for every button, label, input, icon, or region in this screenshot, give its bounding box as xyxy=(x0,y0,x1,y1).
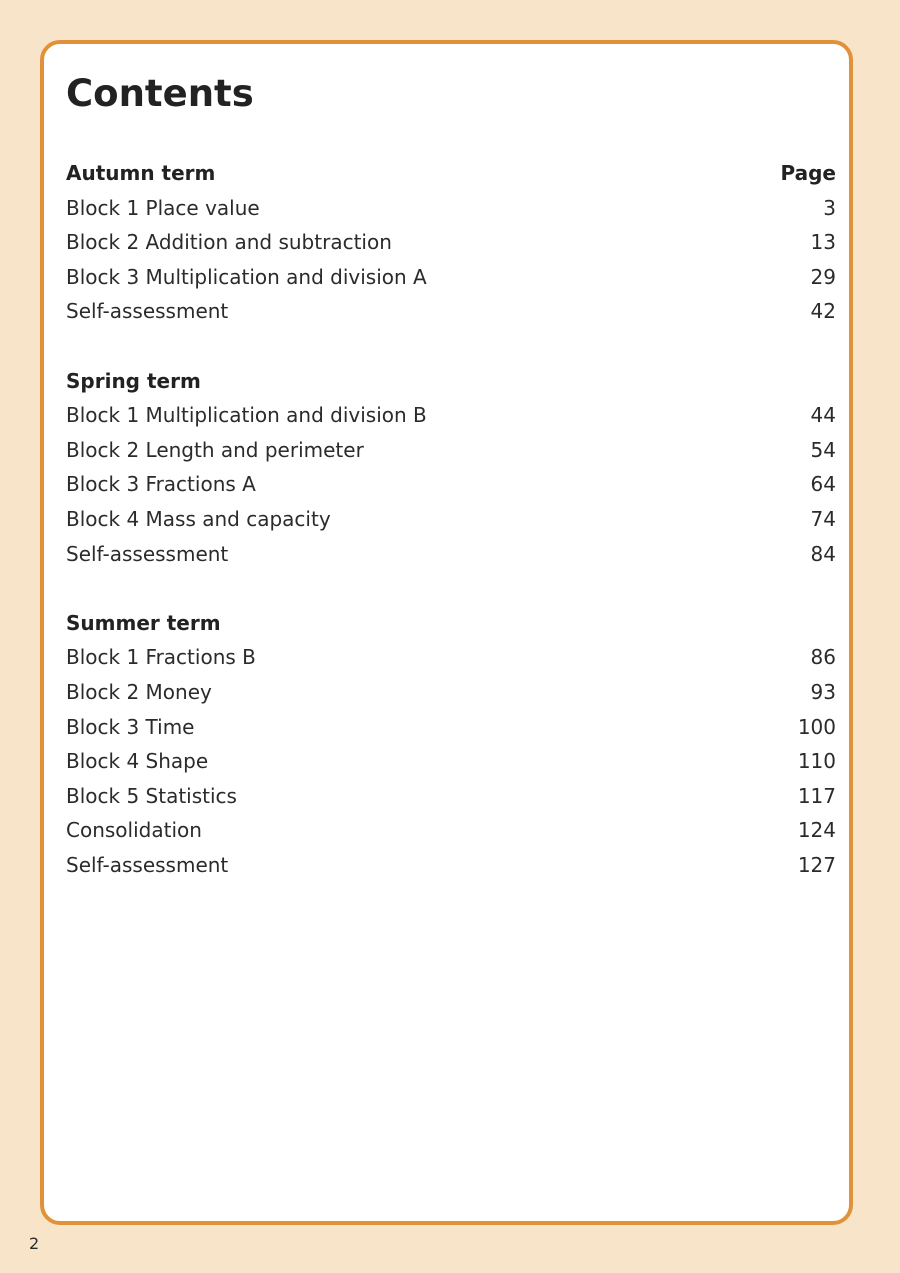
toc-entry-label: Self-assessment xyxy=(66,541,229,566)
toc-entry-page: 117 xyxy=(797,783,836,808)
section-heading: Summer term xyxy=(66,610,221,635)
toc-entry-page: 29 xyxy=(810,264,836,289)
toc-entry-label: Block 2 Addition and subtraction xyxy=(66,230,392,255)
toc-entry-label: Block 2 Length and perimeter xyxy=(66,437,364,462)
toc-entry[interactable] xyxy=(66,398,836,433)
toc-entry-page: 127 xyxy=(797,852,836,877)
page-title: Contents xyxy=(66,72,254,115)
toc-entry-label: Block 2 Money xyxy=(66,679,212,704)
section-heading-row xyxy=(66,364,836,399)
toc-entry[interactable] xyxy=(66,294,836,329)
contents-card xyxy=(40,40,853,1225)
toc-entry-page: 13 xyxy=(810,230,836,255)
toc-section-summer xyxy=(66,606,836,883)
toc-entry[interactable] xyxy=(66,191,836,226)
section-heading: Autumn term xyxy=(66,161,216,185)
toc-entry-label: Block 4 Shape xyxy=(66,749,209,774)
toc-entry-page: 100 xyxy=(797,714,836,739)
section-heading-row xyxy=(66,156,836,191)
section-heading: Spring term xyxy=(66,368,201,393)
toc-entry[interactable] xyxy=(66,260,836,295)
toc-entry-label: Block 1 Multiplication and division B xyxy=(66,403,427,428)
toc-entry-page: 93 xyxy=(810,679,836,704)
toc-entry[interactable] xyxy=(66,537,836,572)
toc-entry-page: 110 xyxy=(797,749,836,774)
toc-entry-label: Self-assessment xyxy=(66,852,229,877)
toc-entry[interactable] xyxy=(66,225,836,260)
toc-entry-label: Block 3 Multiplication and division A xyxy=(66,264,427,289)
section-heading-row xyxy=(66,606,836,641)
toc-entry[interactable] xyxy=(66,744,836,779)
toc-entry-page: 124 xyxy=(797,818,836,843)
toc-entry-label: Block 3 Time xyxy=(66,714,195,739)
toc-entry-label: Block 1 Fractions B xyxy=(66,645,256,670)
toc-entry-page: 54 xyxy=(810,437,836,462)
toc-entry-label: Self-assessment xyxy=(66,299,229,324)
table-of-contents xyxy=(66,156,836,882)
toc-entry-page: 84 xyxy=(810,541,836,566)
toc-entry[interactable] xyxy=(66,813,836,848)
toc-entry[interactable] xyxy=(66,675,836,710)
toc-entry[interactable] xyxy=(66,467,836,502)
toc-entry[interactable] xyxy=(66,779,836,814)
toc-entry[interactable] xyxy=(66,640,836,675)
toc-entry-page: 74 xyxy=(810,506,836,531)
toc-entry[interactable] xyxy=(66,848,836,883)
toc-entry[interactable] xyxy=(66,710,836,745)
toc-entry-page: 3 xyxy=(823,195,836,220)
toc-section-spring xyxy=(66,364,836,572)
toc-entry-label: Block 1 Place value xyxy=(66,195,260,220)
page-number: 2 xyxy=(29,1234,40,1253)
toc-entry-label: Block 4 Mass and capacity xyxy=(66,506,331,531)
toc-entry-label: Consolidation xyxy=(66,818,202,843)
toc-entry-page: 42 xyxy=(810,299,836,324)
toc-entry-page: 64 xyxy=(810,472,836,497)
toc-section-autumn xyxy=(66,156,836,329)
toc-entry-label: Block 3 Fractions A xyxy=(66,472,256,497)
toc-entry[interactable] xyxy=(66,502,836,537)
page-column-header: Page xyxy=(780,161,836,185)
toc-entry-label: Block 5 Statistics xyxy=(66,783,237,808)
toc-entry[interactable] xyxy=(66,433,836,468)
toc-entry-page: 44 xyxy=(810,403,836,428)
toc-entry-page: 86 xyxy=(810,645,836,670)
